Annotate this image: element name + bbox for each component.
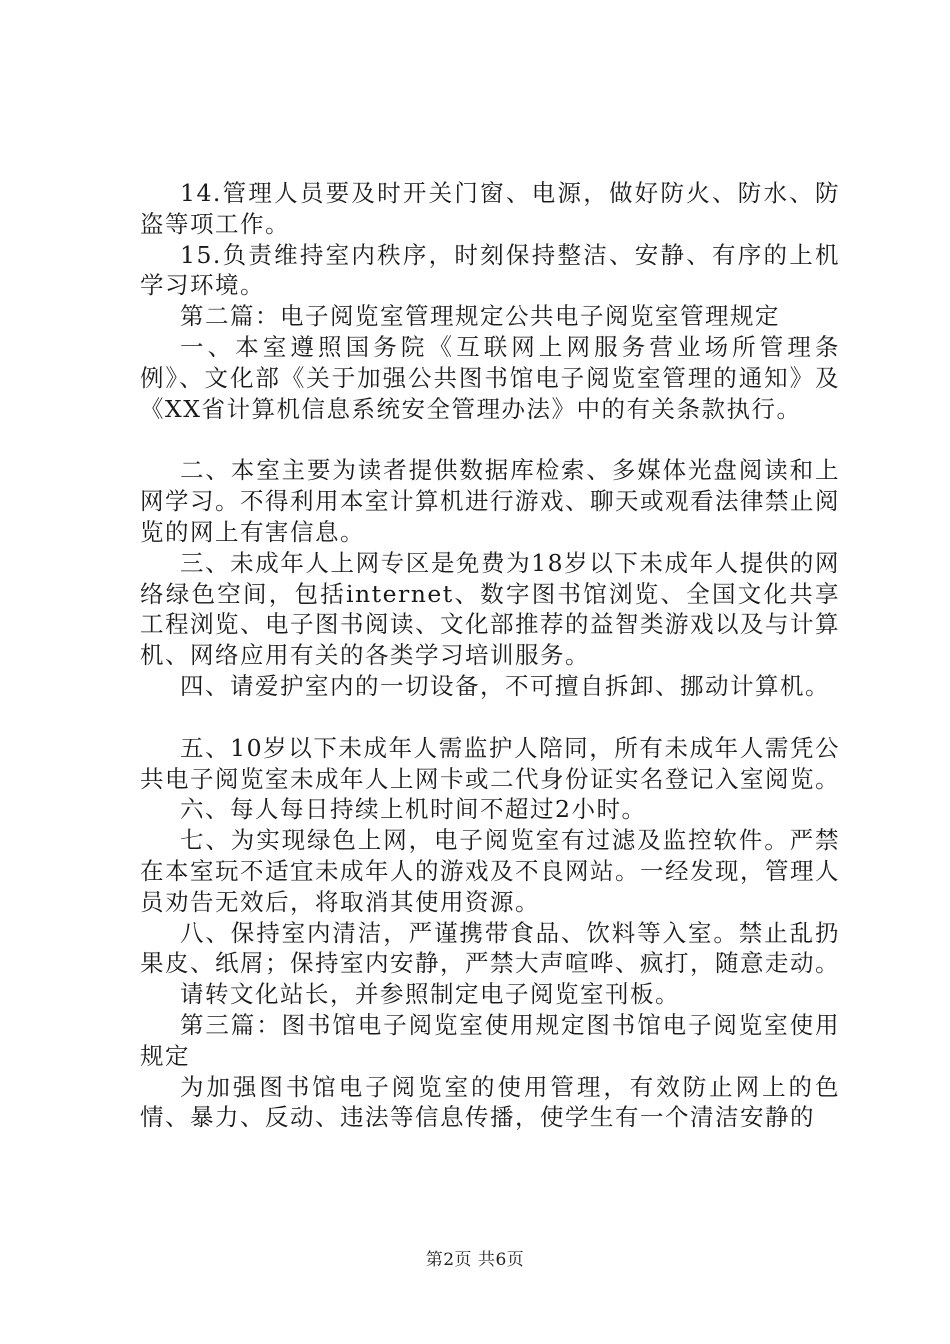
paragraph-15: 15.负责维持室内秩序，时刻保持整洁、安静、有序的上机学习环境。 [140, 240, 840, 300]
page-number: 第2页 共6页 [425, 1250, 525, 1270]
rule-4: 四、请爱护室内的一切设备，不可擅自拆卸、挪动计算机。 [180, 671, 830, 700]
rule-6: 六、每人每日持续上机时间不超过2小时。 [180, 795, 647, 824]
rule-7: 七、为实现绿色上网，电子阅览室有过滤及监控软件。严禁在本室玩不适宜未成年人的游戏及不良网站。一经发现，管理人员劝告无效后，将取消其使用资源。 [140, 826, 840, 916]
closing-note: 请转文化站长，并参照制定电子阅览室刊板。 [180, 980, 680, 1009]
rule-2: 二、本室主要为读者提供数据库检索、多媒体光盘阅读和上网学习。不得利用本室计算机进行游戏、聊天或观看法律禁止阅览的网上有害信息。 [140, 456, 840, 546]
paragraph-14: 14.管理人员要及时开关门窗、电源，做好防火、防水、防盗等项工作。 [140, 179, 840, 238]
section-heading-3: 第三篇：图书馆电子阅览室使用规定图书馆电子阅览室使用规定 [140, 1010, 840, 1070]
document-body [140, 178, 840, 1133]
intro-paragraph: 为加强图书馆电子阅览室的使用管理，有效防止网上的色情、暴力、反动、违法等信息传播，使学生有一个清洁安静的 [140, 1072, 840, 1132]
section-heading-2: 第二篇：电子阅览室管理规定公共电子阅览室管理规定 [180, 302, 780, 331]
rule-5: 五、10岁以下未成年人需监护人陪同，所有未成年人需凭公共电子阅览室未成年人上网卡或二代身份证实名登记入室阅览。 [140, 733, 840, 793]
rule-1: 一、本室遵照国务院《互联网上网服务营业场所管理条例》、文化部《关于加强公共图书馆电子阅览室管理的通知》及《XX省计算机信息系统安全管理办法》中的有关条款执行。 [140, 332, 840, 423]
rule-8: 八、保持室内清洁，严谨携带食品、饮料等入室。禁止乱扔果皮、纸屑；保持室内安静，严禁大声喧哗、疯打，随意走动。 [140, 918, 840, 978]
rule-3: 三、未成年人上网专区是免费为18岁以下未成年人提供的网络绿色空间，包括internet、数字图书馆浏览、全国文化共享工程浏览、电子图书阅读、文化部推荐的益智类游戏以及与计算机、网络应用有关的各类学习培训服务。 [140, 548, 840, 670]
